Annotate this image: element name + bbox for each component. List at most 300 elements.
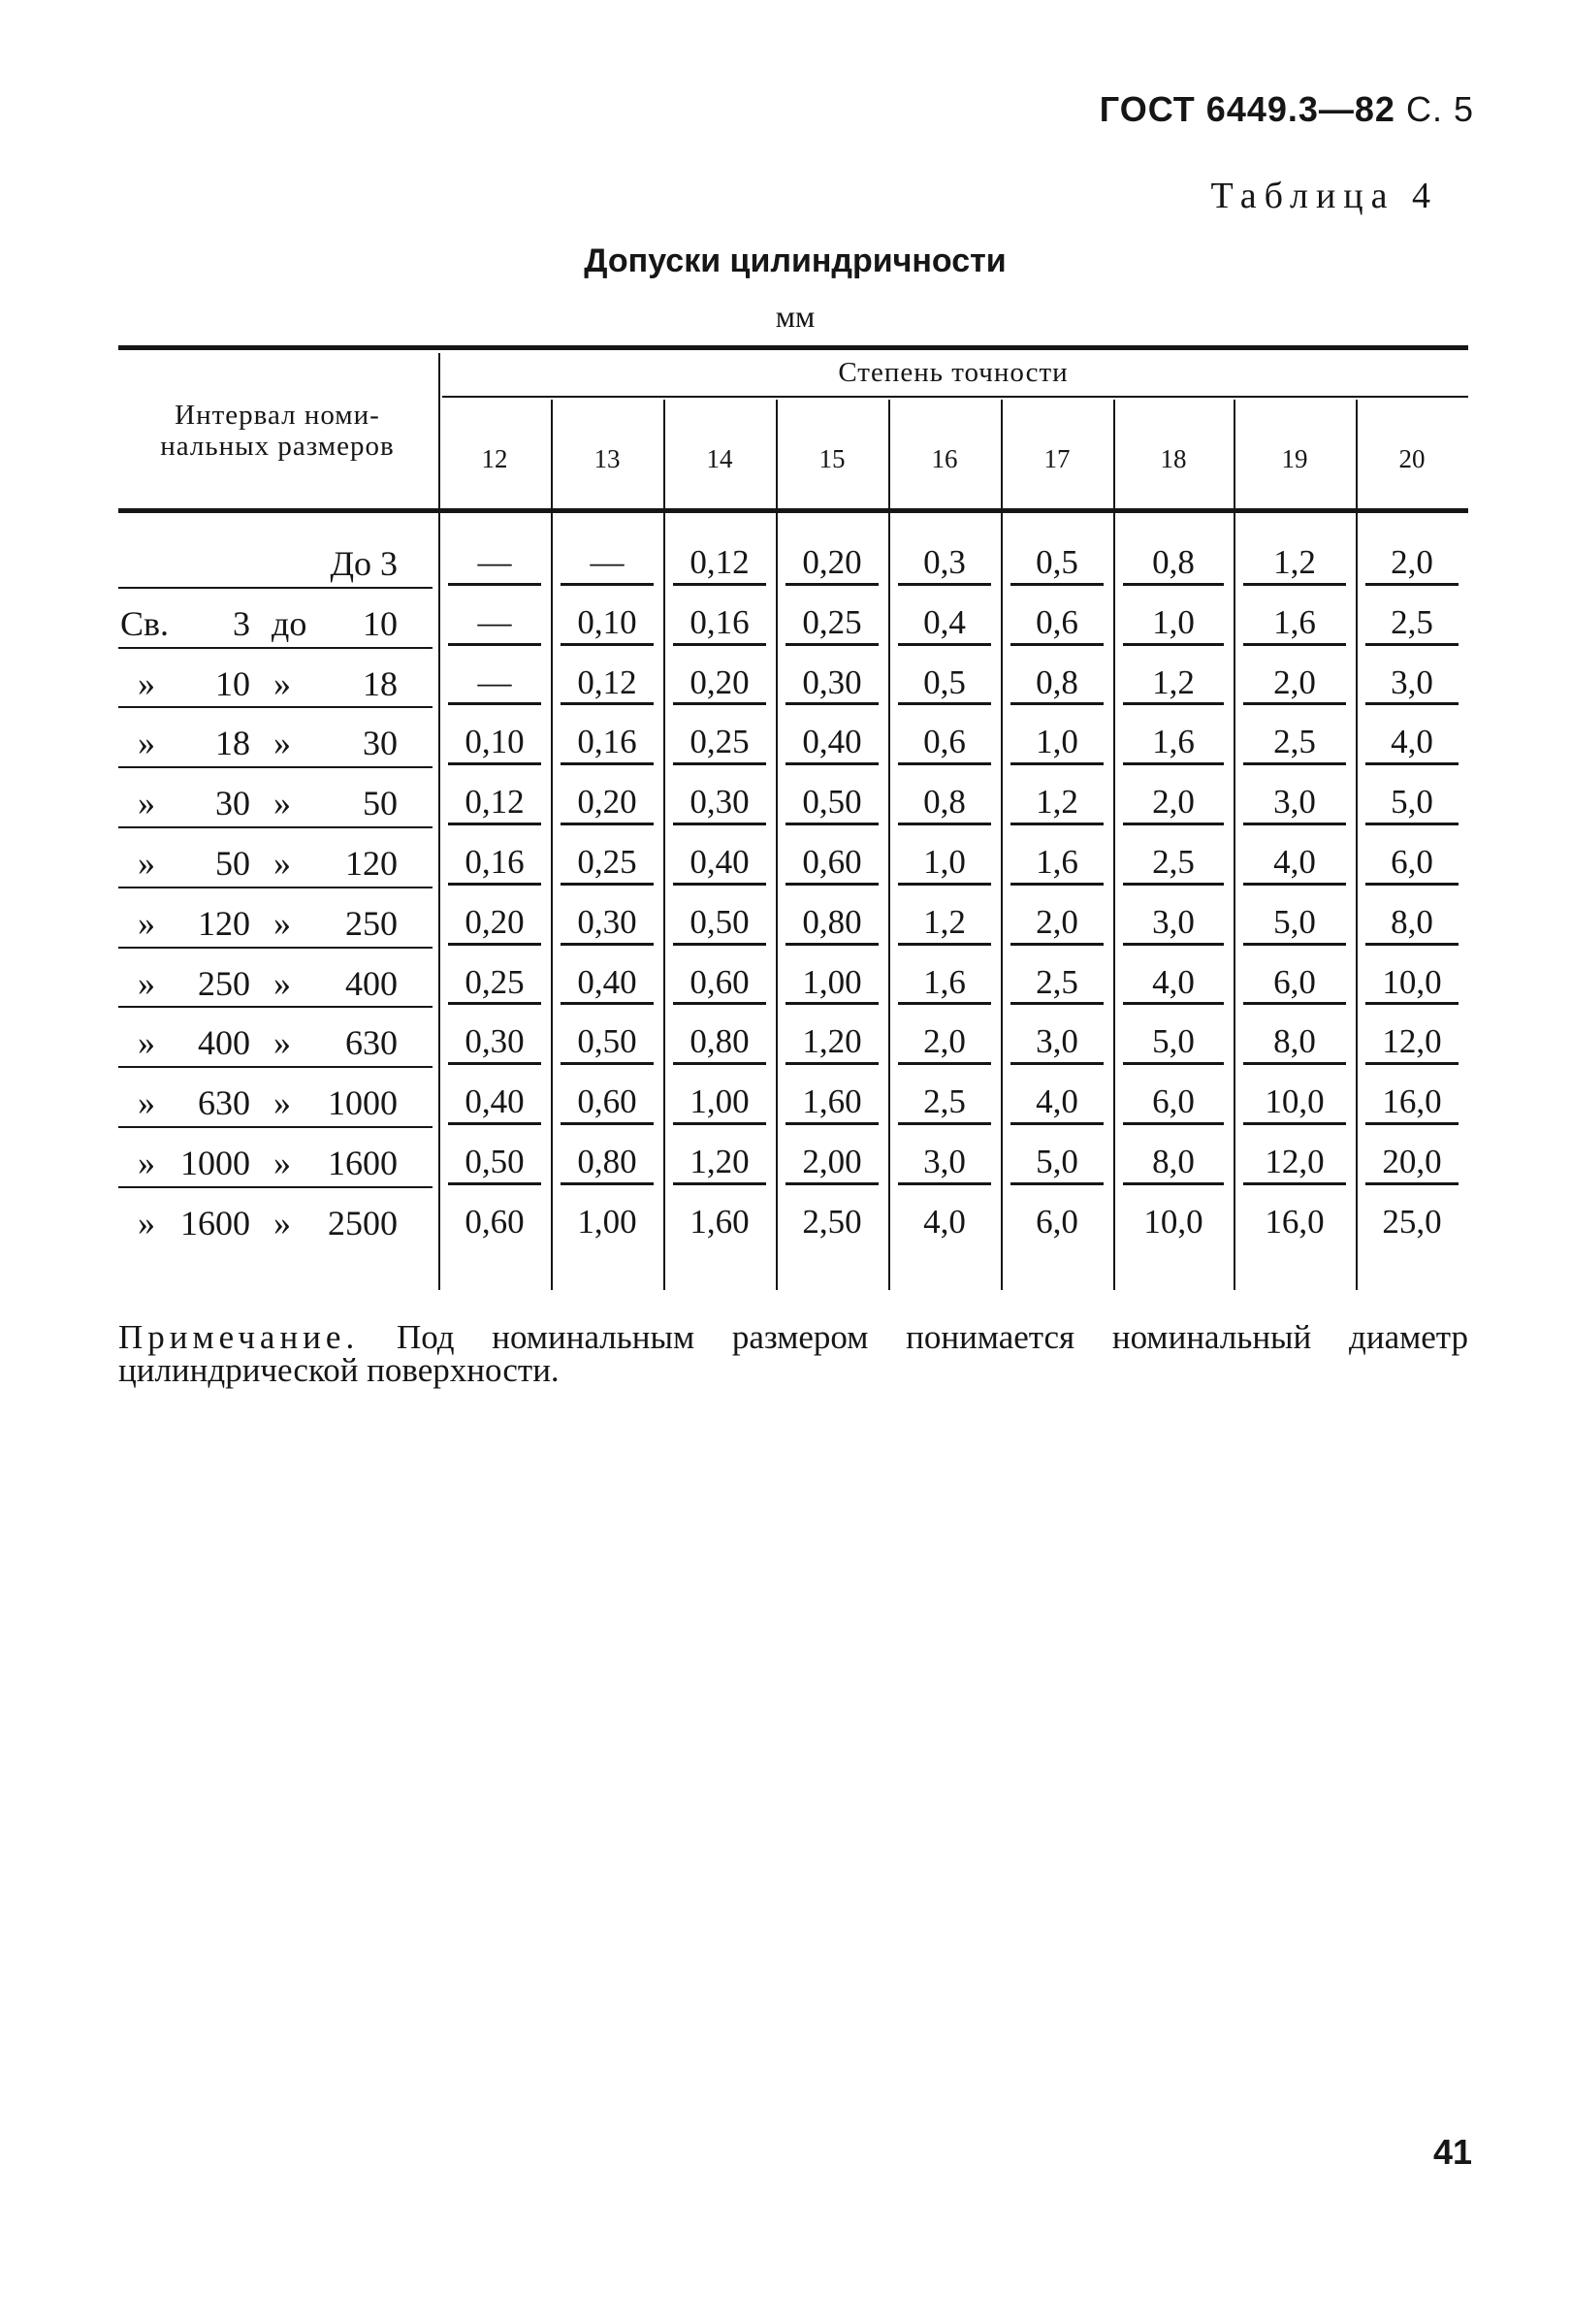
tolerance-value: 6,0	[1152, 1082, 1195, 1121]
cell-underline	[898, 1002, 991, 1005]
cell-underline	[1123, 583, 1224, 586]
tolerance-cell	[1113, 539, 1234, 586]
tolerance-value: 0,50	[465, 1143, 525, 1180]
tolerance-value: 4,0	[1391, 723, 1433, 761]
tolerance-cell	[1113, 899, 1234, 946]
cell-underline	[1243, 943, 1346, 946]
tolerance-value: 3,0	[1036, 1022, 1078, 1061]
interval-to: 50	[363, 784, 398, 823]
tolerance-cell	[663, 660, 776, 706]
tolerance-cell	[551, 779, 663, 825]
tolerance-value: 16,0	[1382, 1082, 1442, 1121]
tolerance-value: 2,5	[923, 1082, 966, 1121]
tolerance-value: 1,20	[802, 1022, 862, 1061]
cell-underline	[786, 883, 879, 886]
tolerance-cell	[663, 1199, 776, 1245]
tolerance-value: 5,0	[1152, 1022, 1195, 1061]
interval-sep: »	[273, 844, 291, 883]
grade-header-20: 20	[1398, 444, 1426, 473]
tolerance-value: 2,5	[1036, 962, 1078, 1001]
cell-underline	[1243, 1062, 1346, 1065]
tolerance-value: 1,0	[923, 843, 966, 881]
tolerance-value: 0,80	[689, 1022, 750, 1061]
row-divider	[118, 706, 433, 708]
interval-to: 630	[345, 1023, 398, 1063]
cell-underline	[898, 643, 991, 646]
interval-to: 1000	[328, 1083, 398, 1123]
page-number: 41	[1432, 2132, 1472, 2172]
tolerance-value: 3,0	[1152, 902, 1195, 941]
cell-underline	[561, 583, 654, 586]
row-header-line-1: Интервал номи-	[175, 400, 380, 431]
cell-underline	[786, 762, 879, 765]
note-text: Под номинальным размером понимается номинальный диаметр цилиндрической поверхности.	[118, 1318, 1469, 1389]
row-header-line-2: нальных размеров	[160, 431, 395, 462]
cell-underline	[448, 823, 541, 825]
cell-underline	[1243, 1122, 1346, 1125]
interval-prefix: »	[138, 1203, 155, 1243]
tolerance-cell	[551, 539, 663, 586]
tolerance-cell	[663, 959, 776, 1006]
tolerance-cell	[1113, 660, 1234, 706]
tolerance-cell	[1234, 539, 1356, 586]
interval-prefix: »	[138, 963, 155, 1003]
grade-header-12: 12	[481, 444, 508, 473]
cell-underline	[786, 1122, 879, 1125]
tolerance-cell	[776, 899, 888, 946]
tolerance-cell	[1234, 1199, 1356, 1245]
cell-underline	[1243, 823, 1346, 825]
cell-underline	[1365, 702, 1459, 705]
tolerance-cell	[551, 1139, 663, 1185]
cell-underline	[898, 1122, 991, 1125]
cell-underline	[1243, 643, 1346, 646]
tolerance-cell	[1113, 599, 1234, 646]
cell-underline	[898, 883, 991, 886]
interval-to: 120	[345, 844, 398, 883]
tolerance-cell	[888, 839, 1001, 886]
tolerance-cell	[888, 1199, 1001, 1245]
tolerance-cell	[1356, 1079, 1468, 1125]
cell-underline	[786, 1002, 879, 1005]
tolerance-cell	[1356, 599, 1468, 646]
tolerance-cell	[551, 959, 663, 1006]
tolerance-value: 0,20	[802, 543, 862, 581]
tolerance-value: 0,4	[923, 602, 966, 641]
tolerance-cell	[438, 839, 551, 886]
cell-underline	[673, 1182, 766, 1185]
page-reference: С. 5	[1405, 89, 1474, 129]
tolerance-value: 4,0	[1152, 962, 1195, 1001]
cell-underline	[1010, 643, 1104, 646]
size-interval-label	[118, 831, 440, 889]
cell-underline	[1123, 1062, 1224, 1065]
tolerance-value: 2,5	[1273, 723, 1316, 761]
tolerance-cell	[1113, 1199, 1234, 1245]
tolerance-cell	[1001, 1079, 1113, 1125]
cell-underline	[1365, 883, 1459, 886]
cell-underline	[673, 943, 766, 946]
cell-underline	[786, 943, 879, 946]
cell-underline	[673, 643, 766, 646]
tolerance-cell	[551, 1199, 663, 1245]
tolerance-cell	[438, 959, 551, 1006]
tolerance-cell	[663, 719, 776, 765]
tolerance-value: 0,50	[802, 783, 862, 822]
tolerance-cell	[438, 1139, 551, 1185]
cell-underline	[1010, 1062, 1104, 1065]
tolerance-value: 6,0	[1391, 843, 1433, 881]
cell-underline	[448, 1002, 541, 1005]
tolerance-cell	[551, 660, 663, 706]
cell-underline	[561, 1002, 654, 1005]
cell-underline	[673, 1122, 766, 1125]
row-header	[118, 400, 436, 462]
tolerance-value: 0,30	[802, 662, 862, 701]
tolerance-value: 0,30	[689, 783, 750, 822]
table-number: Таблица 4	[1210, 176, 1438, 216]
tolerance-cell	[776, 1139, 888, 1185]
tolerance-value: 1,20	[689, 1143, 750, 1180]
tolerance-cell	[1001, 599, 1113, 646]
tolerance-value: 4,0	[1273, 843, 1316, 881]
interval-from: 250	[198, 963, 250, 1003]
tolerance-cell	[776, 1079, 888, 1125]
tolerance-value: 5,0	[1036, 1143, 1078, 1180]
cell-underline	[1010, 583, 1104, 586]
tolerance-cell	[888, 539, 1001, 586]
cell-underline	[1365, 1182, 1459, 1185]
tolerance-value: 1,2	[1036, 783, 1078, 822]
tolerance-cell	[438, 1018, 551, 1065]
tolerance-cell	[1356, 779, 1468, 825]
table-units: мм	[775, 299, 816, 334]
cell-underline	[561, 943, 654, 946]
interval-prefix: »	[138, 1083, 155, 1123]
tolerance-value: 1,0	[1036, 723, 1078, 761]
tolerance-cell	[776, 839, 888, 886]
row-divider	[118, 887, 433, 888]
tolerance-cell	[663, 1139, 776, 1185]
tolerance-value: 0,60	[802, 843, 862, 881]
tolerance-cell	[1234, 779, 1356, 825]
grade-header-rule	[442, 396, 1468, 398]
grade-header-15: 15	[818, 444, 846, 473]
tolerance-cell	[663, 1018, 776, 1065]
tolerance-value: —	[477, 602, 512, 641]
tolerance-cell	[1234, 899, 1356, 946]
tolerance-cell	[1356, 660, 1468, 706]
tolerance-value: 2,00	[802, 1143, 862, 1180]
tolerance-value: 6,0	[1273, 962, 1316, 1001]
tolerance-value: —	[477, 662, 512, 701]
size-interval-label	[118, 1191, 440, 1249]
interval-sep: »	[273, 724, 291, 763]
cell-underline	[1123, 643, 1224, 646]
tolerance-cell	[438, 1079, 551, 1125]
row-divider	[118, 647, 433, 649]
tolerance-cell	[888, 599, 1001, 646]
tolerance-cell	[1234, 1079, 1356, 1125]
tolerance-value: 2,50	[802, 1202, 862, 1241]
tolerance-cell	[888, 660, 1001, 706]
tolerance-value: 2,0	[923, 1022, 966, 1061]
tolerance-value: 0,40	[689, 843, 750, 881]
tolerance-cell	[1356, 839, 1468, 886]
interval-sep: »	[273, 1083, 291, 1123]
tolerance-cell	[1113, 839, 1234, 886]
cell-underline	[1010, 1182, 1104, 1185]
cell-underline	[1365, 643, 1459, 646]
cell-underline	[898, 1062, 991, 1065]
row-divider	[118, 1066, 433, 1068]
tolerance-value: 1,6	[1036, 843, 1078, 881]
tolerance-cell	[438, 1199, 551, 1245]
tolerance-value: 0,40	[465, 1082, 525, 1121]
interval-from: 630	[198, 1083, 250, 1123]
tolerance-cell	[888, 1018, 1001, 1065]
tolerance-cell	[888, 1139, 1001, 1185]
tolerance-value: 2,0	[1036, 902, 1078, 941]
cell-underline	[673, 823, 766, 825]
cell-underline	[1123, 1002, 1224, 1005]
interval-sep: »	[273, 903, 291, 943]
tolerance-value: 0,20	[465, 902, 525, 941]
tolerance-cell	[663, 779, 776, 825]
cell-underline	[1365, 943, 1459, 946]
cell-underline	[673, 883, 766, 886]
tolerance-value: 0,60	[465, 1202, 525, 1241]
interval-text: До 3	[330, 544, 398, 583]
tolerance-value: 0,12	[689, 543, 750, 581]
tolerance-value: 0,20	[577, 783, 637, 822]
interval-sep: »	[273, 784, 291, 823]
grade-header-13: 13	[593, 444, 621, 473]
cell-underline	[448, 762, 541, 765]
size-interval-label	[118, 952, 440, 1010]
row-divider	[118, 1006, 433, 1008]
tolerance-cell	[1356, 899, 1468, 946]
grade-header-17: 17	[1043, 444, 1071, 473]
tolerance-cell	[1113, 1079, 1234, 1125]
interval-from: 3	[233, 603, 250, 643]
tolerance-value: 1,6	[923, 962, 966, 1001]
tolerance-cell	[1356, 1139, 1468, 1185]
cell-underline	[561, 643, 654, 646]
tolerance-cell	[551, 1018, 663, 1065]
interval-prefix: »	[138, 663, 155, 703]
tolerance-cell	[1356, 719, 1468, 765]
tolerance-value: 5,0	[1273, 902, 1316, 941]
tolerance-value: 3,0	[923, 1143, 966, 1180]
cell-underline	[673, 583, 766, 586]
tolerance-cell	[776, 1199, 888, 1245]
tolerance-value: —	[590, 543, 625, 581]
cell-underline	[1123, 883, 1224, 886]
note-label: Примечание.	[118, 1318, 360, 1356]
tolerance-cell	[551, 599, 663, 646]
tolerance-value: 1,60	[802, 1082, 862, 1121]
cell-underline	[1123, 823, 1224, 825]
cell-underline	[898, 762, 991, 765]
cell-underline	[448, 583, 541, 586]
interval-from: 50	[215, 844, 250, 883]
tolerance-value: 10,0	[1265, 1082, 1325, 1121]
tolerance-cell	[438, 899, 551, 946]
tolerance-value: 3,0	[1273, 783, 1316, 822]
tolerance-value: 0,16	[465, 843, 525, 881]
tolerance-cell	[1234, 839, 1356, 886]
cell-underline	[1243, 1002, 1346, 1005]
tolerance-cell	[438, 660, 551, 706]
interval-prefix: »	[138, 1144, 155, 1182]
tolerance-value: —	[477, 543, 512, 581]
cell-underline	[561, 883, 654, 886]
tolerance-value: 0,30	[465, 1022, 525, 1061]
tolerance-cell	[438, 779, 551, 825]
interval-to: 18	[363, 663, 398, 703]
interval-prefix: »	[138, 724, 155, 763]
tolerance-value: 6,0	[1036, 1202, 1078, 1241]
tolerance-value: 1,00	[802, 962, 862, 1001]
interval-prefix: »	[138, 1023, 155, 1063]
cell-underline	[1365, 1002, 1459, 1005]
tolerance-cell	[888, 719, 1001, 765]
cell-underline	[448, 943, 541, 946]
tolerance-value: 10,0	[1143, 1202, 1203, 1241]
interval-prefix: »	[138, 903, 155, 943]
interval-sep: »	[273, 963, 291, 1003]
cell-underline	[898, 583, 991, 586]
tolerance-cell	[438, 719, 551, 765]
tolerance-value: 2,5	[1391, 602, 1433, 641]
size-interval-label	[118, 1131, 440, 1189]
tolerance-value: 20,0	[1382, 1143, 1442, 1180]
cell-underline	[448, 643, 541, 646]
size-interval-label	[118, 1071, 440, 1129]
cell-underline	[673, 762, 766, 765]
cell-underline	[1010, 762, 1104, 765]
tolerance-cell	[776, 779, 888, 825]
cell-underline	[1365, 1062, 1459, 1065]
tolerance-value: 0,40	[577, 962, 637, 1001]
grade-header-18: 18	[1160, 444, 1187, 473]
cell-underline	[561, 702, 654, 705]
document-header	[1100, 89, 1474, 130]
cell-underline	[673, 702, 766, 705]
size-interval-label	[118, 891, 440, 950]
interval-to: 400	[345, 963, 398, 1003]
tolerance-cell	[776, 599, 888, 646]
cell-underline	[1243, 1182, 1346, 1185]
cell-underline	[1123, 702, 1224, 705]
interval-to: 1600	[328, 1144, 398, 1182]
interval-sep: »	[273, 663, 291, 703]
tolerance-value: 0,12	[577, 662, 637, 701]
tolerance-value: 0,12	[465, 783, 525, 822]
interval-from: 120	[198, 903, 250, 943]
tolerance-cell	[663, 539, 776, 586]
tolerance-value: 25,0	[1382, 1202, 1442, 1241]
row-divider	[118, 947, 433, 949]
cell-underline	[1365, 1122, 1459, 1125]
tolerance-cell	[663, 899, 776, 946]
cell-underline	[786, 1182, 879, 1185]
cell-underline	[1010, 943, 1104, 946]
cell-underline	[786, 702, 879, 705]
tolerance-value: 16,0	[1265, 1202, 1325, 1241]
row-divider	[118, 1186, 433, 1188]
tolerance-cell	[1356, 959, 1468, 1006]
cell-underline	[898, 943, 991, 946]
tolerance-cell	[1001, 660, 1113, 706]
tolerance-value: 4,0	[923, 1202, 966, 1241]
cell-underline	[1010, 1122, 1104, 1125]
interval-from: 18	[215, 724, 250, 763]
tolerance-value: 0,80	[577, 1143, 637, 1180]
cell-underline	[786, 583, 879, 586]
tolerance-cell	[1001, 539, 1113, 586]
tolerance-value: 0,50	[689, 902, 750, 941]
tolerance-cell	[551, 839, 663, 886]
tolerance-cell	[438, 599, 551, 646]
tolerance-cell	[1234, 1018, 1356, 1065]
table-title: Допуски цилиндричности	[584, 242, 1007, 279]
tolerance-cell	[1001, 1139, 1113, 1185]
interval-to: 10	[363, 603, 398, 643]
grade-group-header: Степень точности	[838, 357, 1069, 388]
cell-underline	[448, 1122, 541, 1125]
tolerance-cell	[776, 1018, 888, 1065]
tolerance-value: 0,25	[465, 962, 525, 1001]
tolerance-value: 8,0	[1152, 1143, 1195, 1180]
tolerance-value: 8,0	[1273, 1022, 1316, 1061]
cell-underline	[786, 1062, 879, 1065]
tolerance-value: 12,0	[1382, 1022, 1442, 1061]
table-top-rule	[118, 345, 1468, 350]
size-interval-label	[118, 532, 440, 590]
tolerance-value: 3,0	[1391, 662, 1433, 701]
tolerance-value: 0,25	[577, 843, 637, 881]
tolerance-cell	[1356, 1018, 1468, 1065]
tolerance-cell	[1113, 719, 1234, 765]
tolerance-value: 4,0	[1036, 1082, 1078, 1121]
tolerance-value: 12,0	[1265, 1143, 1325, 1180]
tolerance-value: 2,5	[1152, 843, 1195, 881]
cell-underline	[1010, 883, 1104, 886]
tolerance-cell	[438, 539, 551, 586]
cell-underline	[561, 1062, 654, 1065]
tolerance-cell	[1001, 1199, 1113, 1245]
tolerance-value: 0,10	[577, 602, 637, 641]
interval-to: 2500	[328, 1203, 398, 1243]
tolerance-value: 0,30	[577, 902, 637, 941]
tolerance-cell	[888, 779, 1001, 825]
tolerance-value: 1,60	[689, 1202, 750, 1241]
tolerance-cell	[1001, 899, 1113, 946]
cell-underline	[1123, 1182, 1224, 1185]
tolerance-value: 0,20	[689, 662, 750, 701]
tolerance-value: 1,0	[1152, 602, 1195, 641]
tolerance-value: 1,00	[689, 1082, 750, 1121]
tolerance-value: 0,60	[689, 962, 750, 1001]
interval-from: 1600	[180, 1203, 250, 1243]
grade-header-14: 14	[706, 444, 733, 473]
tolerance-value: 0,6	[1036, 602, 1078, 641]
header-bottom-rule	[118, 508, 1468, 513]
cell-underline	[1365, 762, 1459, 765]
tolerance-value: 5,0	[1391, 783, 1433, 822]
